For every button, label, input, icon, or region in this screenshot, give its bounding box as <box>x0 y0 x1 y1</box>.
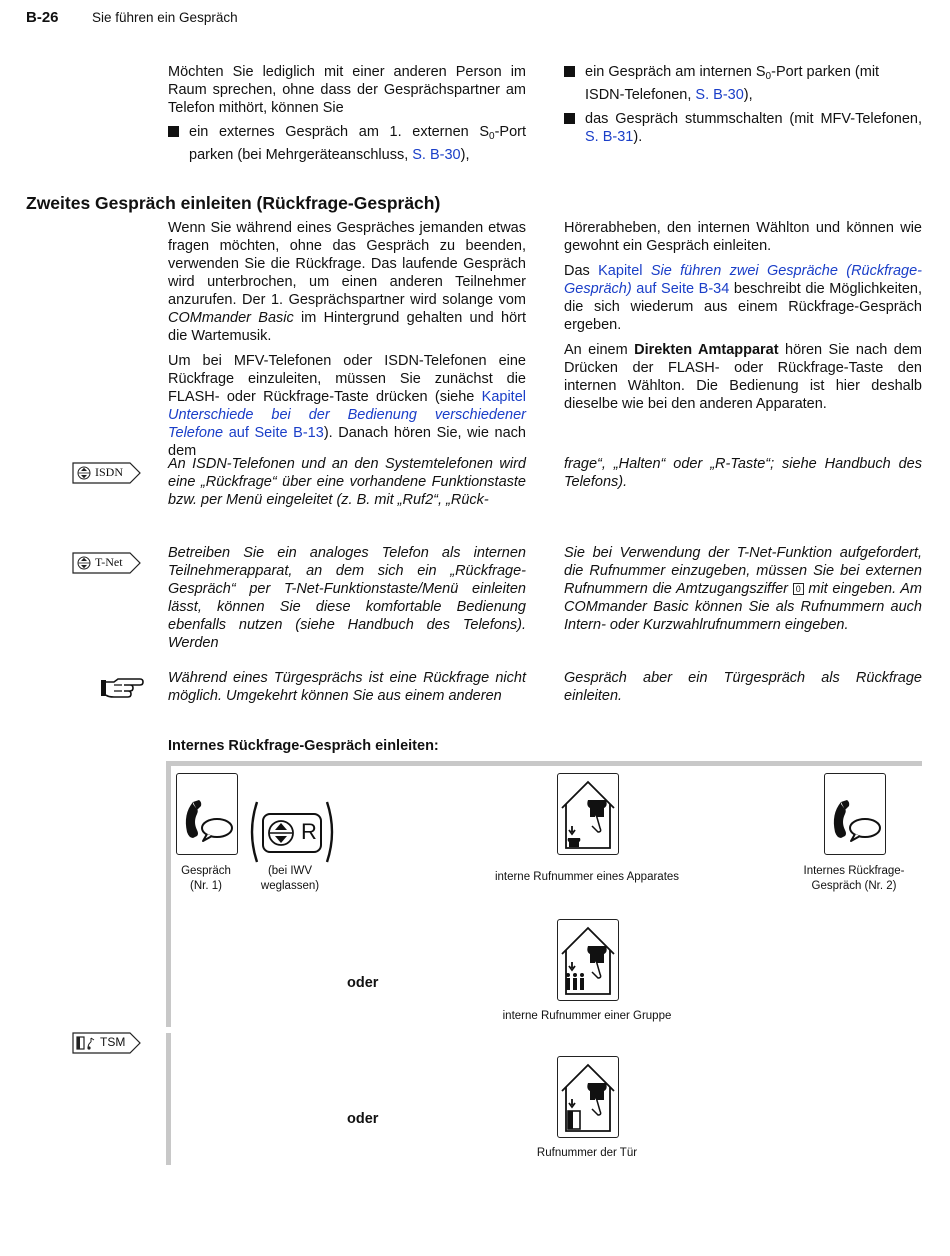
house-phone-extension-icon <box>557 773 619 855</box>
bullet-square-icon <box>564 113 575 124</box>
intro-bullet-1: ein externes Gespräch am 1. externen $S_0$-Port parken (bei Mehrgeräteanschluss, S. B-30), <box>168 123 526 164</box>
house-phone-group-icon <box>557 919 619 1001</box>
procedure-frame-left <box>166 761 171 1027</box>
link-kapitel[interactable]: Kapitel <box>598 263 643 279</box>
tip-note-left: Während eines Türgesprächs ist eine Rückfrage nicht möglich. Umgekehrt können Sie aus einem anderen <box>168 670 526 704</box>
tnet-tag <box>72 552 142 579</box>
section-left <box>168 219 526 460</box>
section-paragraph-2: Um bei MFV-Telefonen oder ISDN-Telefonen eine Rückfrage einzuleiten, müssen Sie zunächst die FLASH- oder Rückfrage-Taste drücken (siehe Kapitel Unterschiede bei der Bedienung verschiedener Telefone auf Seite B-13). Danach hören Sie, wie nach dem <box>168 353 527 459</box>
r-key-label: R <box>301 819 317 844</box>
bullet-square-icon <box>168 126 179 137</box>
section-heading: Zweites Gespräch einleiten (Rückfrage-Gespräch) <box>26 193 441 213</box>
link-zwei-gespraeche[interactable]: Sie führen zwei Gespräche (Rückfrage-Gespräch) <box>564 263 922 297</box>
caption-iwv: (bei IWV weglassen) <box>260 865 320 892</box>
link-s-b-30[interactable]: S. B-30 <box>695 87 744 103</box>
tsm-tag-label: TSM <box>100 1035 126 1049</box>
caption-internal-number: interne Rufnummer eines Apparates <box>494 871 680 883</box>
tnet-note-left: Betreiben Sie ein analoges Telefon als internen Teilnehmerapparat, an dem sich ein „Rückfrage-Gespräch“ per T-Net-Funktionstaste/Menü einleiten lässt, können Sie diese komfortable Bedienung ebenfalls nutzen (siehe Handbuch des Telefons). Werden <box>168 545 526 651</box>
bullet-square-icon <box>564 66 575 77</box>
page-number: B-26 <box>26 9 59 26</box>
tsm-tag <box>72 1032 142 1059</box>
running-title: Sie führen ein Gespräch <box>92 10 238 25</box>
link-unterschiede[interactable]: Unterschiede bei der Bedienung verschiedener Telefone <box>168 407 526 441</box>
house-phone-door-icon <box>557 1056 619 1138</box>
tip-note-right: Gespräch aber ein Türgespräch als Rückfrage einleiten. <box>564 670 922 704</box>
procedure-frame-top <box>166 761 922 766</box>
section-right <box>564 219 922 413</box>
section-paragraph-4: Das Kapitel Sie führen zwei Gespräche (Rückfrage-Gespräch) auf Seite B-34 beschreibt die Möglichkeiten, die sich wiederum aus einem Rückfrage-Gespräch ergeben. <box>564 263 922 333</box>
caption-door-number: Rufnummer der Tür <box>536 1147 638 1159</box>
procedure-title: Internes Rückfrage-Gespräch einleiten: <box>168 738 439 754</box>
intro-bullet-2: ein Gespräch am internen $S_0$-Port parken (mit ISDN-Telefonen, S. B-30), <box>564 63 922 104</box>
key-zero-icon: 0 <box>793 583 804 595</box>
link-kapitel[interactable]: Kapitel <box>481 389 526 405</box>
intro-left <box>168 63 526 164</box>
isdn-tag <box>72 462 142 489</box>
tnet-note-right: Sie bei Verwendung der T-Net-Funktion aufgefordert, die Rufnummer einzugeben, müssen Sie bei externen Rufnummern die Amtzugangsziffer 0 mit eingeben. Am COMmander Basic können Sie als Rufnummern auch Intern- oder Kurzwahlrufnummern eingeben. <box>564 545 922 633</box>
section-paragraph-3: Hörerabheben, den internen Wählton und können wie gewohnt ein Gespräch einleiten. <box>564 220 922 254</box>
section-paragraph-5: An einem Direkten Amtapparat hören Sie nach dem Drücken der FLASH- oder Rückfrage-Taste den internen Wählton. Die Bedienung ist hier deshalb dieselbe wie bei den anderen Apparaten. <box>564 342 922 412</box>
isdn-note-left: An ISDN-Telefonen und an den Systemtelefonen wird eine „Rückfrage“ über eine vorhandene Funktionstaste bzw. per Menü eingeleitet (z. B. mit „Ruf2“, „Rück- <box>168 456 526 508</box>
caption-call-1: Gespräch (Nr. 1) <box>181 865 231 892</box>
link-seite-b-13[interactable]: auf Seite B-13 <box>228 425 324 441</box>
link-s-b-31[interactable]: S. B-31 <box>585 129 634 145</box>
section-paragraph-1: Wenn Sie während eines Gespräches jemanden etwas fragen möchten, ohne das Gespräch zu beenden, verwenden Sie die Rückfrage. Das laufende Gespräch wird unterbrochen, um einen anderen Teilnehmer anzurufen. Der 1. Gesprächspartner wird solange vom COMmander Basic im Hintergrund gehalten und hört die Wartemusik. <box>168 220 526 344</box>
handset-speech-icon <box>176 773 238 855</box>
r-key-icon <box>247 800 337 864</box>
r-key-group <box>247 800 337 869</box>
link-s-b-30[interactable]: S. B-30 <box>412 147 461 163</box>
oder-label-2: oder <box>347 1111 379 1127</box>
procedure-frame-left-lower <box>166 1033 171 1165</box>
caption-call-2: Internes Rückfrage- Gespräch (Nr. 2) <box>803 865 905 892</box>
isdn-note-right: frage“, „Halten“ oder „R-Taste“; siehe Handbuch des Telefons). <box>564 456 922 490</box>
isdn-tag-label: ISDN <box>95 465 124 479</box>
link-seite-b-34[interactable]: auf Seite B-34 <box>636 281 730 297</box>
intro-bullet-3: das Gespräch stummschalten (mit MFV-Telefonen, S. B-31). <box>564 110 922 146</box>
intro-text: Möchten Sie lediglich mit einer anderen Person im Raum sprechen, ohne dass der Gesprächspartner am Telefon mithört, können Sie <box>168 64 526 116</box>
intro-right <box>564 63 922 146</box>
handset-speech-icon-2 <box>824 773 886 855</box>
caption-group-number: interne Rufnummer einer Gruppe <box>502 1010 672 1022</box>
tnet-tag-label: T-Net <box>95 555 123 569</box>
oder-label-1: oder <box>347 975 379 991</box>
pointing-hand-icon <box>100 676 144 705</box>
